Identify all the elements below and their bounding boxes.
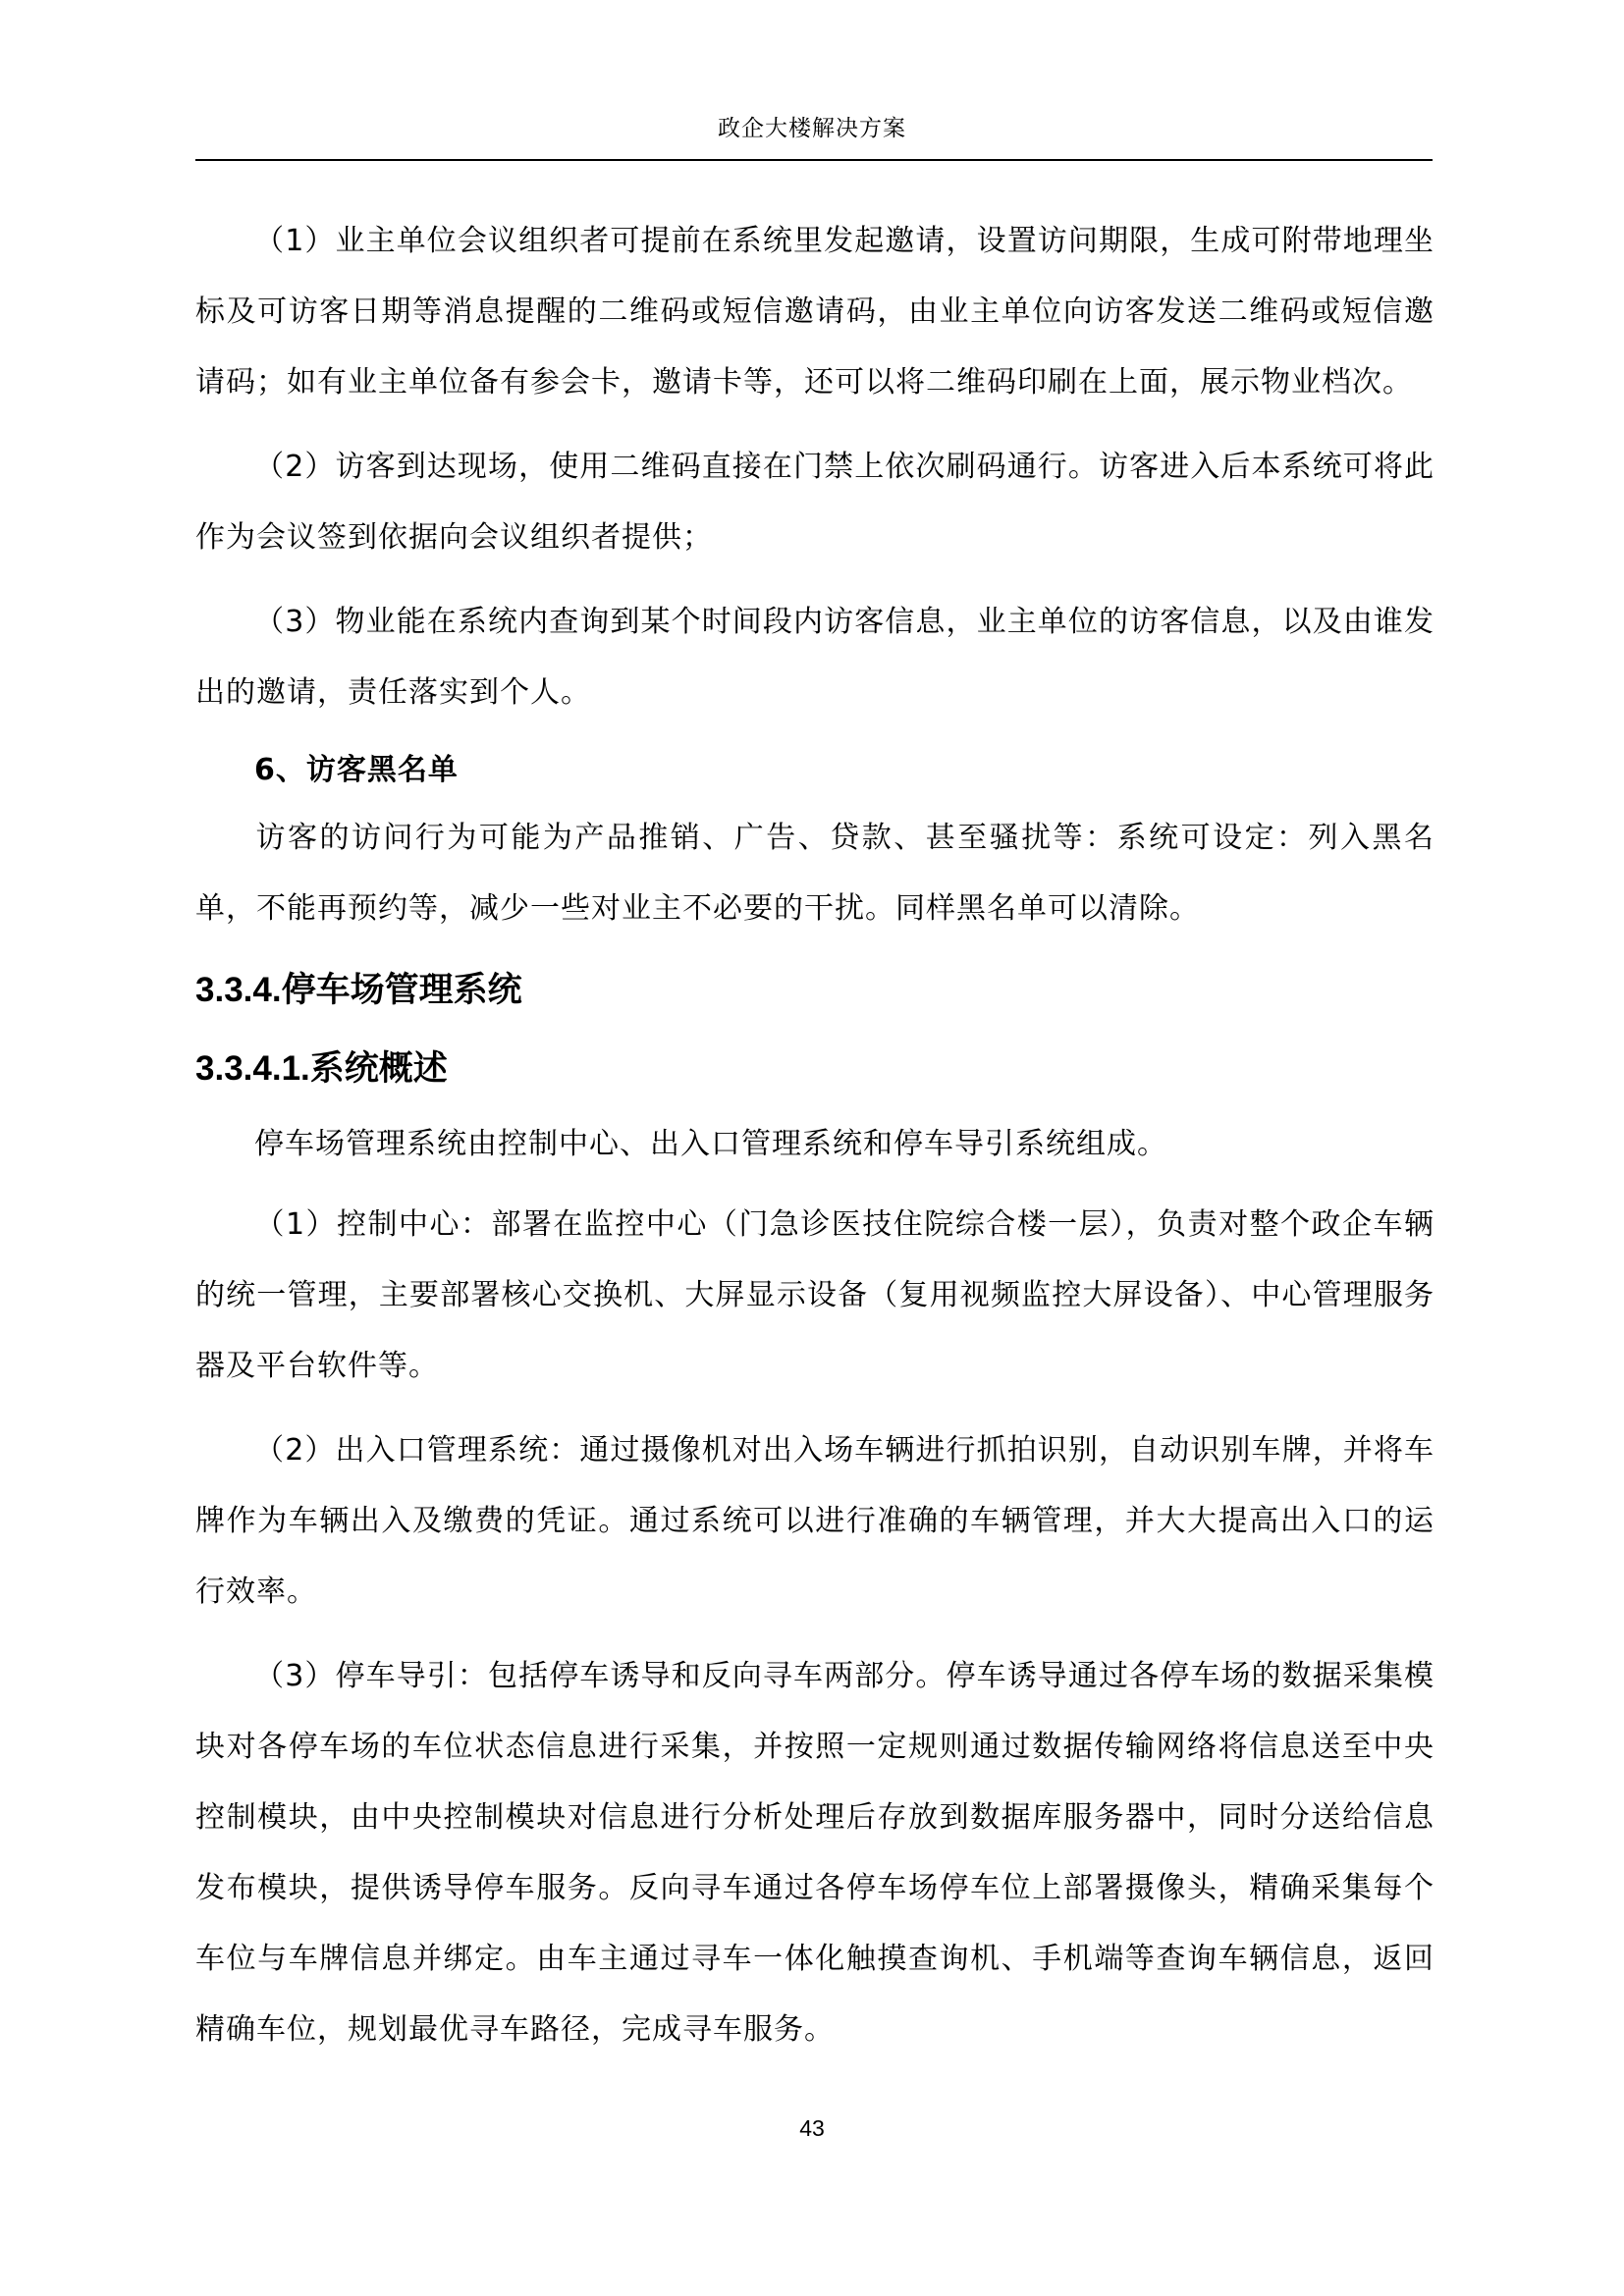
- section-heading-parking: 3.3.4.停车场管理系统: [195, 971, 522, 1009]
- paragraph-overview: 停车场管理系统由控制中心、出入口管理系统和停车导引系统组成。: [254, 1127, 1167, 1161]
- paragraph-guidance: （3）停车导引：包括停车诱导和反向寻车两部分。停车诱导通过各停车场的数据采集模块对各停车场的车位状态信息进行采集，并按照一定规则通过数据传输网络将信息送至中央控制模块，由中央控制模块对信息进行分析处理后存放到数据库服务器中，同时分送给信息发布模块，提供诱导停车服务。反向寻车通过各停车场停车位上部署摄像头，精确采集每个车位与车牌信息并绑定。由车主通过寻车一体化触摸查询机、手机端等查询车辆信息，返回精确车位，规划最优寻车路径，完成寻车服务。: [195, 1659, 1435, 2047]
- paragraph-entrance: （2）出入口管理系统：通过摄像机对出入场车辆进行抓拍识别，自动识别车牌，并将车牌作为车辆出入及缴费的凭证。通过系统可以进行准确的车辆管理，并大大提高出入口的运行效率。: [195, 1433, 1435, 1609]
- page-number: 43: [799, 2115, 825, 2141]
- subheading-blacklist: 6、访客黑名单: [254, 753, 459, 787]
- paragraph-invite: （1）业主单位会议组织者可提前在系统里发起邀请，设置访问期限，生成可附带地理坐标及可访客日期等消息提醒的二维码或短信邀请码，由业主单位向访客发送二维码或短信邀请码；如有业主单位备有参会卡，邀请卡等，还可以将二维码印刷在上面，展示物业档次。: [195, 224, 1435, 400]
- paragraph-arrival: （2）访客到达现场，使用二维码直接在门禁上依次刷码通行。访客进入后本系统可将此作为会议签到依据向会议组织者提供；: [195, 450, 1435, 555]
- paragraph-blacklist: 访客的访问行为可能为产品推销、广告、贷款、甚至骚扰等：系统可设定：列入黑名单，不能再预约等，减少一些对业主不必要的干扰。同样黑名单可以清除。: [195, 821, 1435, 926]
- paragraph-control-center: （1）控制中心：部署在监控中心（门急诊医技住院综合楼一层），负责对整个政企车辆的统一管理，主要部署核心交换机、大屏显示设备（复用视频监控大屏设备）、中心管理服务器及平台软件等。: [195, 1207, 1435, 1383]
- header-rule: [195, 159, 1433, 161]
- paragraph-query: （3）物业能在系统内查询到某个时间段内访客信息，业主单位的访客信息，以及由谁发出的邀请，责任落实到个人。: [195, 605, 1435, 710]
- section-heading-overview: 3.3.4.1.系统概述: [195, 1049, 448, 1088]
- running-header: 政企大楼解决方案: [718, 116, 906, 141]
- page-body: [195, 206, 1435, 2065]
